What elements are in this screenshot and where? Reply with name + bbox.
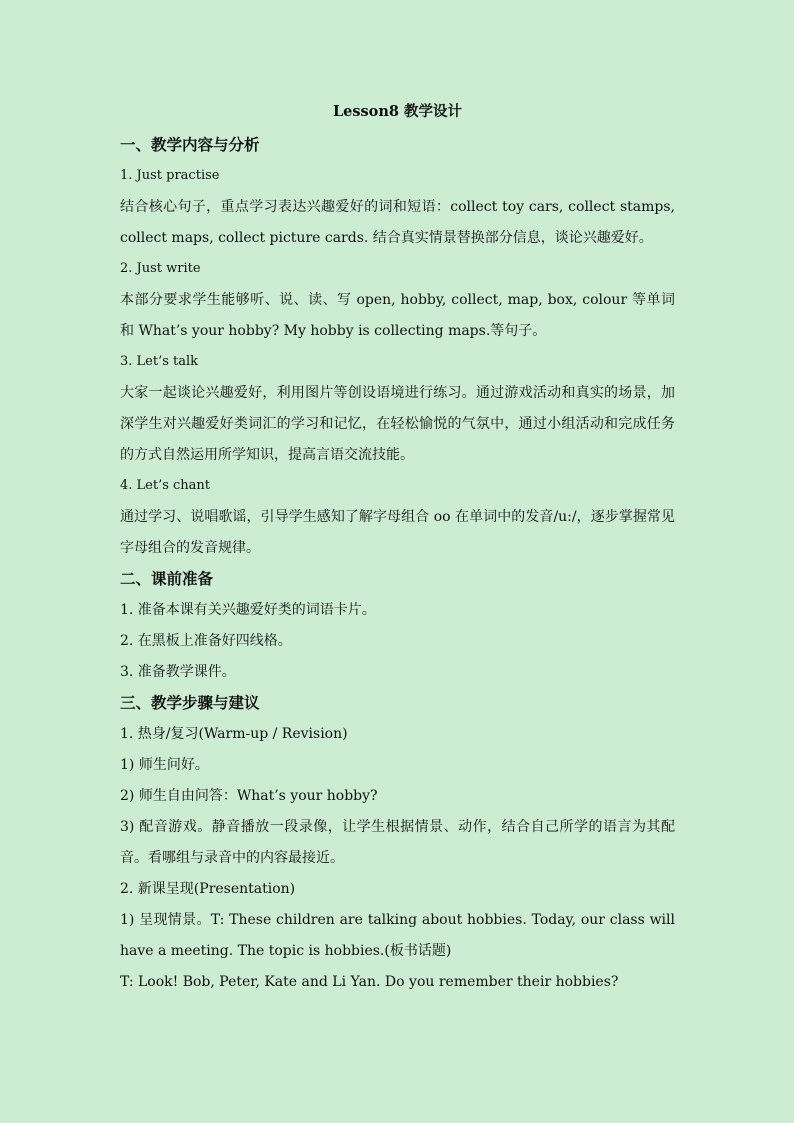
list-item: 3. 准备教学课件。 <box>120 664 236 680</box>
part-heading-lets-talk: 3. Let’s talk <box>120 354 199 369</box>
list-item: 1) 呈现情景。T: These children are talking about hobbies. Today, our class will have a meeting. The topic is hobbies.(板书话题) <box>120 912 675 959</box>
list-item: T: Look! Bob, Peter, Kate and Li Yan. Do you remember their hobbies? <box>120 974 619 990</box>
part-heading-just-practise: 1. Just practise <box>120 168 220 183</box>
part-text-just-practise: 结合核心句子，重点学习表达兴趣爱好的词和短语：collect toy cars, collect stamps, collect maps, collect picture cards. 结合真实情景替换部分信息，谈论兴趣爱好。 <box>120 199 675 246</box>
list-item: 2) 师生自由问答：What’s your hobby? <box>120 788 378 804</box>
document-title: Lesson8 教学设计 <box>332 103 463 120</box>
list-item: 1. 准备本课有关兴趣爱好类的词语卡片。 <box>120 602 376 618</box>
part-heading-just-write: 2. Just write <box>120 261 201 276</box>
part-heading-lets-chant: 4. Let’s chant <box>120 478 211 493</box>
step-heading-presentation: 2. 新课呈现(Presentation) <box>120 881 296 897</box>
step-heading-warm-up: 1. 热身/复习(Warm-up / Revision) <box>120 726 348 742</box>
part-text-lets-chant: 通过学习、说唱歌谣，引导学生感知了解字母组合 oo 在单词中的发音/u:/，逐步掌握常见字母组合的发音规律。 <box>120 509 675 556</box>
list-item: 3) 配音游戏。静音播放一段录像，让学生根据情景、动作，结合自己所学的语言为其配音。看哪组与录音中的内容最接近。 <box>120 819 675 866</box>
part-text-lets-talk: 大家一起谈论兴趣爱好，利用图片等创设语境进行练习。通过游戏活动和真实的场景，加深学生对兴趣爱好类词汇的学习和记忆，在轻松愉悦的气氛中，通过小组活动和完成任务的方式自然运用所学知识，提高言语交流技能。 <box>120 385 675 463</box>
part-text-just-write: 本部分要求学生能够听、说、读、写 open, hobby, collect, map, box, colour 等单词和 What’s your hobby? My hobby is collecting maps.等句子。 <box>120 292 675 339</box>
section-heading-content-analysis: 一、教学内容与分析 <box>120 135 260 154</box>
list-item: 1) 师生问好。 <box>120 757 209 773</box>
document-content <box>120 98 675 998</box>
list-item: 2. 在黑板上准备好四线格。 <box>120 633 292 649</box>
section-heading-preparation: 二、课前准备 <box>120 569 214 588</box>
section-heading-teaching-steps: 三、教学步骤与建议 <box>120 693 260 712</box>
